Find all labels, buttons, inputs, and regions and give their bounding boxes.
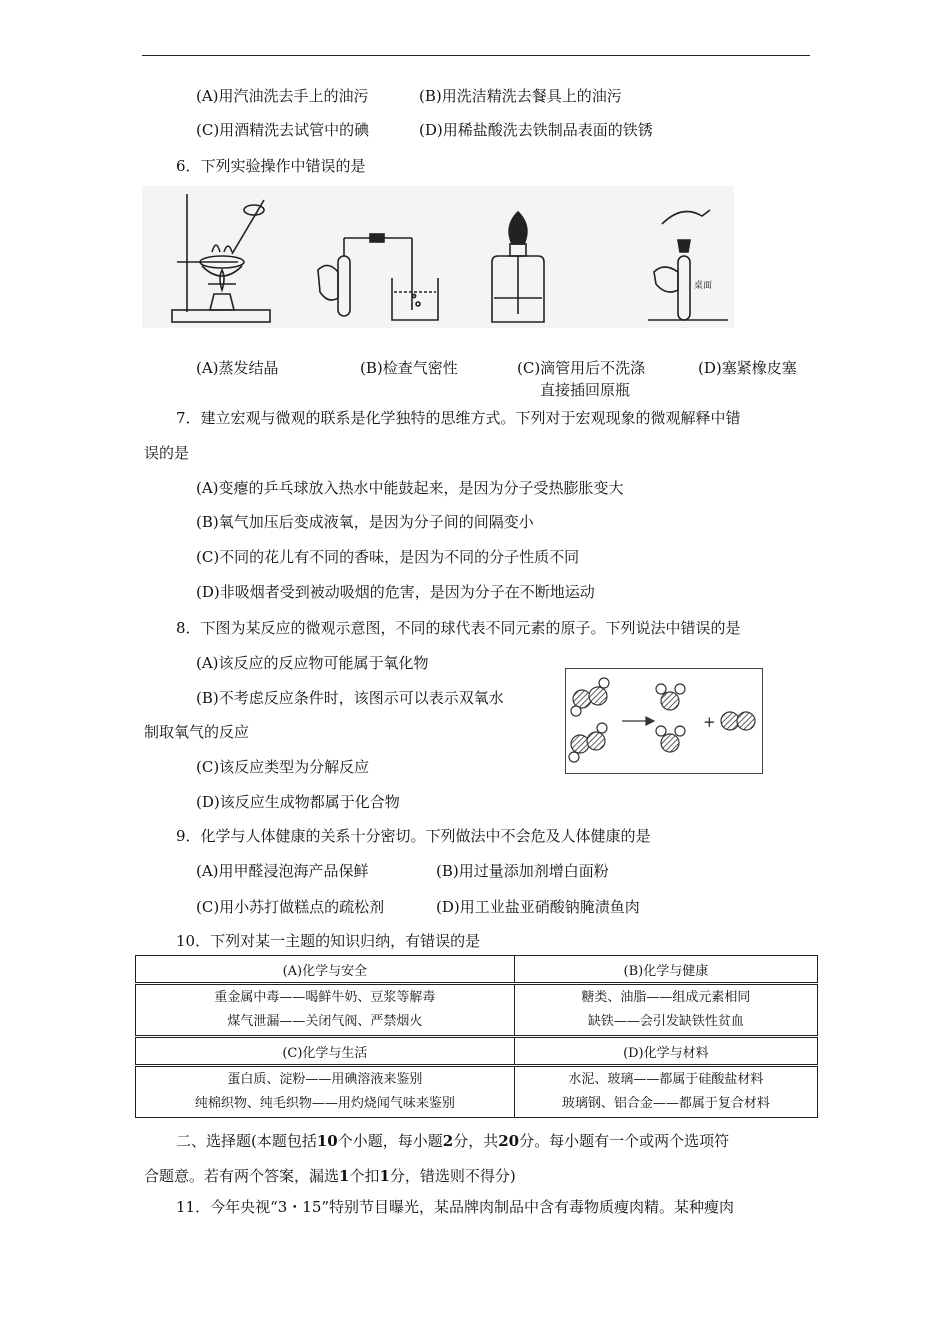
cell-a-body xyxy=(136,984,515,1037)
cell-d-body xyxy=(514,1066,817,1118)
q6-stem: 6．下列实验操作中错误的是 xyxy=(176,157,366,175)
q5-option-b: (B)用洗洁精洗去餐具上的油污 xyxy=(419,87,622,105)
q8-stem: 8．下图为某反应的微观示意图，不同的球代表不同元素的原子。下列说法中错误的是 xyxy=(176,619,741,637)
q7-stem-line1: 7．建立宏观与微观的联系是化学独特的思维方式。下列对于宏观现象的微观解释中错 xyxy=(176,409,741,427)
section2-line1 xyxy=(176,1131,729,1151)
q9-option-c: (C)用小苏打做糕点的疏松剂 xyxy=(196,898,385,916)
q5-option-d: (D)用稀盐酸洗去铁制品表面的铁锈 xyxy=(419,121,653,139)
q8-option-d: (D)该反应生成物都属于化合物 xyxy=(196,793,400,811)
q5-option-c: (C)用酒精洗去试管中的碘 xyxy=(196,121,370,139)
section2-num-total: 20 xyxy=(498,1132,520,1150)
plus-sign: + xyxy=(703,713,716,731)
q8-option-c: (C)该反应类型为分解反应 xyxy=(196,758,370,776)
cell-b-body xyxy=(514,984,817,1037)
q10-knowledge-table xyxy=(135,955,818,1118)
q9-stem: 9．化学与人体健康的关系十分密切。下列做法中不会危及人体健康的是 xyxy=(176,827,651,845)
q9-option-d: (D)用工业盐亚硝酸钠腌渍鱼肉 xyxy=(436,898,640,916)
q8-option-a: (A)该反应的反应物可能属于氧化物 xyxy=(196,654,429,672)
cell-d-head: (D)化学与材料 xyxy=(514,1037,817,1066)
section2-text-7: 分，错选则不得分) xyxy=(389,1167,516,1185)
molecule-reaction-illustration xyxy=(566,669,762,773)
q6-option-c-line1: (C)滴管用后不洗涤 xyxy=(517,359,646,377)
q7-stem-line2: 误的是 xyxy=(144,444,190,462)
cell-c-line2: 纯棉织物、纯毛织物——用灼烧闻气味来鉴别 xyxy=(194,1096,455,1111)
cell-d-line1: 水泥、玻璃——都属于硅酸盐材料 xyxy=(568,1072,764,1087)
q7-option-c: (C)不同的花儿有不同的香味，是因为不同的分子性质不同 xyxy=(196,548,580,566)
cell-b-line1: 糖类、油脂——组成元素相同 xyxy=(581,990,751,1005)
section2-text-1: 二、选择题(本题包括 xyxy=(176,1132,317,1150)
q9-option-a: (A)用甲醛浸泡海产品保鲜 xyxy=(196,862,369,880)
cell-c-head: (C)化学与生活 xyxy=(136,1037,515,1066)
q9-option-b: (B)用过量添加剂增白面粉 xyxy=(436,862,609,880)
lab-apparatus-illustration xyxy=(142,186,734,328)
q8-option-b-line1: (B)不考虑反应条件时，该图示可以表示双氧水 xyxy=(196,689,504,707)
q7-option-d: (D)非吸烟者受到被动吸烟的危害，是因为分子在不断地运动 xyxy=(196,583,595,601)
q6-option-d: (D)塞紧橡皮塞 xyxy=(698,359,797,377)
section2-text-6: 个扣 xyxy=(349,1167,380,1185)
q6-option-a: (A)蒸发结晶 xyxy=(196,359,279,377)
q11-stem: 11．今年央视“3・15”特别节目曝光，某品牌肉制品中含有毒物质瘦肉精。某种瘦肉 xyxy=(176,1198,735,1216)
section2-text-3: 分，共 xyxy=(453,1132,499,1150)
q7-option-a: (A)变瘪的乒乓球放入热水中能鼓起来，是因为分子受热膨胀变大 xyxy=(196,479,624,497)
section2-num-deduct: 1 xyxy=(379,1167,390,1185)
q6-option-c-line2: 直接插回原瓶 xyxy=(540,381,631,399)
header-rule xyxy=(142,55,810,56)
section2-num-count: 10 xyxy=(316,1132,338,1150)
cell-b-line2: 缺铁——会引发缺铁性贫血 xyxy=(587,1014,744,1029)
q6-experiment-figure xyxy=(142,186,734,328)
cell-a-head: (A)化学与安全 xyxy=(136,956,515,984)
section2-num-missed: 1 xyxy=(339,1167,350,1185)
cell-a-line1: 重金属中毒——喝鲜牛奶、豆浆等解毒 xyxy=(214,990,436,1005)
q6-option-b: (B)检查气密性 xyxy=(360,359,458,377)
section2-text-2: 个小题，每小题 xyxy=(337,1132,443,1150)
q8-option-b-line2: 制取氧气的反应 xyxy=(144,723,250,741)
section2-text-5: 合题意。若有两个答案，漏选 xyxy=(144,1167,340,1185)
q5-option-a: (A)用汽油洗去手上的油污 xyxy=(196,87,369,105)
cell-a-line2: 煤气泄漏——关闭气阀、严禁烟火 xyxy=(227,1014,423,1029)
cell-c-line1: 蛋白质、淀粉——用碘溶液来鉴别 xyxy=(227,1072,423,1087)
section2-text-4: 分。每小题有一个或两个选项符 xyxy=(519,1132,730,1150)
cell-b-head: (B)化学与健康 xyxy=(514,956,817,984)
cell-c-body xyxy=(136,1066,515,1118)
q8-reaction-diagram xyxy=(565,668,763,774)
q7-option-b: (B)氧气加压后变成液氧，是因为分子间的间隔变小 xyxy=(196,513,534,531)
section2-line2 xyxy=(144,1166,516,1186)
section2-num-points: 2 xyxy=(442,1132,454,1150)
cell-d-line2: 玻璃钢、铝合金——都属于复合材料 xyxy=(561,1096,770,1111)
table-surface-label: 桌面 xyxy=(694,281,713,291)
q10-stem: 10．下列对某一主题的知识归纳，有错误的是 xyxy=(176,932,481,950)
